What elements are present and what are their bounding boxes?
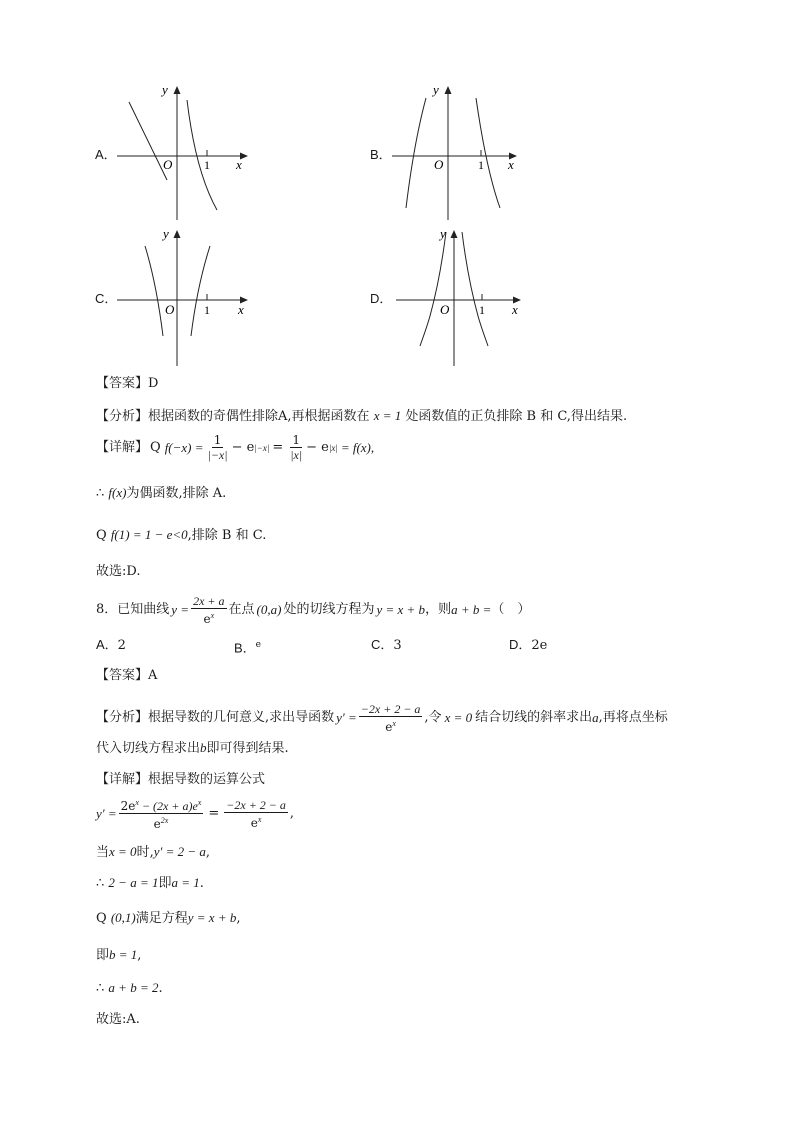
- q8-analysis-den-wrap: [383, 717, 398, 734]
- q8-curve-den-wrap: [201, 609, 216, 626]
- q8-choice-d[interactable]: [509, 637, 547, 654]
- q7-line2-sym: ∴: [96, 486, 105, 501]
- option-a-label: A．: [95, 147, 117, 162]
- q8-curve-den-sup: x: [210, 611, 215, 620]
- q8-deriv-num2: −2x + 2 − a: [226, 797, 286, 812]
- q8-analysis-pre: 根据导数的几何意义,求出导函数: [148, 710, 335, 725]
- q8-step5-math: a + b = 2: [108, 980, 159, 995]
- q8-step1-rhs: y′ = 2 − a: [153, 844, 206, 859]
- q8-step2-sym: ∴: [96, 876, 105, 891]
- graph-a-origin: O: [163, 157, 173, 172]
- q7-detail-frac2-num: 1: [292, 433, 300, 447]
- q8-choice-a-value: 2: [117, 638, 126, 653]
- option-d-label: D．: [370, 291, 393, 306]
- q8-analysis-num: −2x + 2 − a: [360, 702, 421, 716]
- graph-c-tick-label: 1: [204, 303, 210, 317]
- q8-analysis-line2-pre: 代入切线方程求出: [96, 741, 201, 756]
- q8-step3-point: (0,1): [110, 910, 136, 925]
- q8-step4: [96, 947, 141, 964]
- graph-c-y-label: y: [163, 226, 169, 241]
- graph-a-tick-label: 1: [204, 158, 210, 172]
- graph-a-y-label: y: [162, 82, 168, 97]
- q7-detail-frac1-num: 1: [213, 433, 222, 447]
- q8-analysis-den-sup: x: [392, 719, 396, 728]
- q8-stem: [96, 594, 530, 626]
- q7-line3-math: f(1) = 1 − e<0: [110, 527, 188, 542]
- q8-answer-tag: 【答案】: [96, 668, 149, 683]
- q8-deriv-num1: 2e: [120, 799, 136, 813]
- q8-step4-math: b = 1: [109, 947, 138, 962]
- q8-step3-eq: y = x + b: [187, 910, 237, 925]
- q7-analysis-var: x = 1: [373, 408, 402, 423]
- q8-detail-line: [96, 772, 265, 788]
- q8-deriv-frac1: [119, 796, 204, 831]
- q8-stem-end: （ ）: [491, 602, 531, 617]
- q8-step4-end: ,: [137, 948, 142, 963]
- q8-tangent: y = x + b: [376, 602, 426, 617]
- q7-answer-line: [96, 376, 158, 392]
- q8-analysis-line2: [96, 740, 289, 757]
- q8-step4-pre: 即: [96, 948, 110, 963]
- graph-b-tick-label: 1: [478, 158, 484, 172]
- q8-number: 8．已知曲线: [96, 602, 170, 617]
- q8-choice-d-label: D．: [509, 637, 532, 652]
- graph-a-x-label: x: [236, 157, 242, 172]
- q8-step1: [96, 844, 210, 861]
- q8-deriv-den1-wrap: [152, 814, 171, 831]
- q8-choice-a[interactable]: [96, 637, 126, 654]
- q7-conclusion: 故选:D.: [96, 564, 141, 579]
- graph-d-y-arrow: [451, 230, 458, 238]
- graph-d-tick-label: 1: [479, 303, 485, 317]
- graph-c-origin: O: [165, 302, 175, 317]
- q8-choice-c[interactable]: [371, 637, 402, 654]
- q8-curve-frac: [191, 594, 226, 626]
- q8-step2-res: a = 1: [171, 875, 200, 890]
- q8-step1-mid: 时,: [136, 845, 154, 860]
- q8-curve-num: 2x + a: [193, 594, 225, 608]
- q8-stem-mid1: 在点: [228, 602, 255, 617]
- graph-d-right-branch: [462, 232, 488, 346]
- q7-analysis-post: 处函数值的正负排除 B 和 C,得出结果.: [405, 409, 628, 424]
- q8-step5-end: .: [158, 981, 163, 996]
- q7-detail-sup1: |−x|: [254, 442, 270, 453]
- q7-detail-tail: = f(x),: [340, 439, 375, 455]
- graph-b-y-arrow: [445, 86, 452, 94]
- q8-deriv-num1-sup: x: [135, 798, 139, 807]
- graph-b-left-branch: [406, 98, 426, 208]
- q8-step2-end: .: [199, 876, 204, 891]
- q8-choice-b-label: B．: [234, 640, 256, 656]
- q8-answer-line: [96, 668, 157, 684]
- q8-analysis-a: a: [592, 710, 599, 725]
- q8-step1-math: x = 0: [109, 844, 137, 859]
- q7-detail-lead: Q: [150, 439, 161, 455]
- q8-curve-y: y =: [171, 602, 190, 617]
- q8-analysis-mid: ,令: [424, 710, 442, 725]
- q8-analysis-frac: [359, 702, 423, 734]
- graph-b-x-label: x: [508, 157, 514, 172]
- q8-conclusion: 故选:A.: [96, 1012, 140, 1027]
- q8-analysis-deriv: y′ =: [336, 710, 357, 725]
- q7-detail-frac2: [288, 433, 304, 462]
- q8-deriv-den2: e: [250, 815, 258, 830]
- q8-point: (0,a): [256, 602, 282, 617]
- q8-analysis-x0: x = 0: [444, 710, 473, 725]
- q8-deriv-num1-wrap: [119, 796, 204, 814]
- q7-detail-tag: 【详解】: [96, 439, 149, 455]
- q8-answer: A: [148, 668, 158, 683]
- q8-choice-c-label: C．: [371, 637, 394, 652]
- q8-deriv-num-mid: − (2x + a)e: [138, 799, 198, 813]
- graph-d-left-branch: [420, 232, 446, 346]
- q8-step1-end: ,: [205, 845, 211, 860]
- q8-step1-pre: 当: [96, 845, 110, 860]
- q7-answer: D: [148, 376, 159, 391]
- graph-a-y-arrow: [174, 86, 181, 94]
- q7-analysis-pre: 根据函数的奇偶性排除A,再根据函数在: [148, 409, 370, 424]
- q7-detail-eq: =: [272, 439, 284, 455]
- q8-deriv-eq: =: [208, 805, 220, 821]
- q8-analysis-b: b: [200, 740, 207, 755]
- q8-step2-math: 2 − a = 1: [108, 875, 159, 890]
- option-c-label: C．: [95, 291, 118, 306]
- q8-step2-mid: 即: [158, 876, 172, 891]
- q7-line3: [96, 527, 266, 544]
- q7-detail-exp2: − e: [306, 439, 329, 455]
- q7-detail-sup2: |x|: [328, 442, 338, 453]
- graph-c-left-branch: [145, 246, 163, 336]
- graph-d-origin: O: [440, 302, 450, 317]
- q8-curve-den: e: [203, 612, 211, 626]
- graph-c-x-label: x: [238, 302, 244, 317]
- graph-a-right-branch: [187, 100, 217, 210]
- q8-step3-end: ,: [236, 911, 241, 926]
- q7-line2: [96, 485, 226, 502]
- option-b-label: B．: [370, 147, 392, 162]
- q8-analysis-line2-post: 即可得到结果.: [206, 741, 289, 756]
- q8-choice-a-label: A．: [96, 637, 118, 652]
- q8-step3: [96, 910, 240, 927]
- q8-deriv-den2-wrap: [249, 813, 264, 830]
- graph-c-right-branch: [191, 246, 210, 336]
- graph-d-y-label: y: [440, 226, 446, 241]
- q7-detail-frac1: [206, 433, 230, 462]
- q8-deriv-end: ,: [289, 805, 295, 821]
- q8-step3-text: 满足方程: [135, 911, 188, 926]
- q7-detail-exp1: − e: [231, 439, 255, 455]
- graph-a: [115, 80, 265, 225]
- q7-line3-text: ,排除 B 和 C.: [187, 528, 267, 543]
- q8-choice-b[interactable]: [234, 637, 261, 657]
- q7-detail-frac1-den: |−x|: [207, 448, 228, 462]
- q7-answer-tag: 【答案】: [96, 376, 149, 391]
- q8-analysis-tag: 【分析】: [96, 710, 149, 725]
- q7-detail-f-neg: f(−x) =: [164, 439, 204, 455]
- q8-stem-mid3: ，则: [425, 602, 452, 617]
- graph-a-left-branch: [129, 102, 167, 180]
- q7-detail-line: [96, 433, 374, 462]
- q7-detail-frac2-den: |x|: [290, 448, 303, 462]
- q8-deriv-den2-sup: x: [257, 814, 262, 824]
- graph-b-y-label: y: [433, 82, 439, 97]
- q7-line2-text: 为偶函数,排除 A.: [126, 486, 227, 501]
- q8-derivative: [96, 796, 294, 831]
- graph-c: [115, 224, 265, 369]
- graph-c-y-arrow: [174, 230, 181, 238]
- q8-analysis-line1: [96, 702, 668, 734]
- q8-detail-text: 根据导数的运算公式: [148, 772, 266, 787]
- q8-analysis-den: e: [385, 720, 393, 734]
- q8-step3-sym: Q: [96, 911, 107, 926]
- q7-line2-f: f(x): [108, 485, 127, 500]
- q8-step5-sym: ∴: [96, 981, 105, 996]
- q7-line3-sym: Q: [96, 528, 107, 543]
- graph-d-x-label: x: [512, 302, 518, 317]
- q8-deriv-frac2: [224, 798, 288, 830]
- q8-choice-c-value: 3: [393, 638, 402, 653]
- q8-deriv-den1: e: [153, 817, 161, 831]
- graph-b-origin: O: [434, 157, 444, 172]
- q8-ask: a + b =: [451, 602, 492, 617]
- graph-b: [390, 80, 540, 225]
- q8-stem-mid2: 处的切线方程为: [283, 602, 375, 617]
- q8-deriv-den1-sup: 2x: [160, 816, 169, 825]
- q8-choice-d-value: 2e: [531, 638, 548, 653]
- q8-step5: [96, 980, 163, 997]
- q8-analysis-end: ,再将点坐标: [598, 710, 668, 725]
- q8-deriv-num-sup2: x: [197, 798, 202, 807]
- graph-b-right-branch: [476, 98, 500, 208]
- q8-detail-tag: 【详解】: [96, 772, 149, 787]
- q7-analysis-tag: 【分析】: [96, 409, 149, 424]
- q8-step2: [96, 875, 204, 892]
- q8-deriv-lhs: y′ =: [96, 805, 117, 821]
- q8-choice-b-value: e: [255, 640, 261, 650]
- graph-d: [390, 224, 540, 369]
- q8-analysis-mid2: 结合切线的斜率求出: [475, 710, 593, 725]
- q7-analysis-line: [96, 408, 627, 425]
